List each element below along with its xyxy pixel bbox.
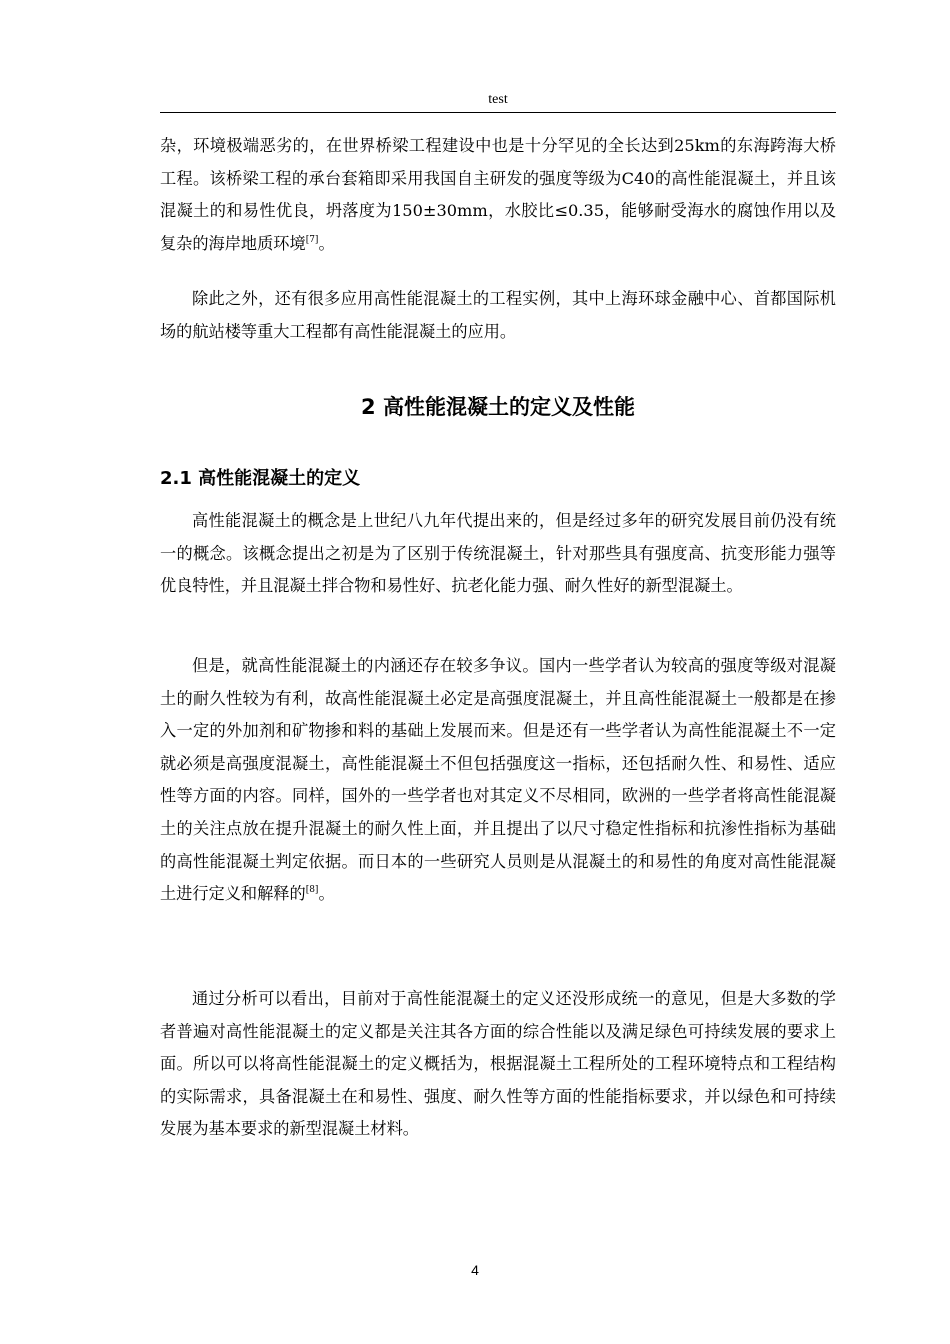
- subsection-heading: 2.1 高性能混凝土的定义: [160, 468, 361, 489]
- paragraph-text: 杂，环境极端恶劣的，在世界桥梁工程建设中也是十分罕见的全长达到25km的东海跨海大桥工程。该桥梁工程的承台套箱即采用我国自主研发的强度等级为C40的高性能混凝土，并且该混凝土的和易性优良，坍落度为150±30mm，水胶比≤0.35，能够耐受海水的腐蚀作用以及复杂的海岸地质环境: [160, 136, 836, 253]
- page-header: test: [160, 88, 836, 113]
- paragraph-concept: 高性能混凝土的概念是上世纪八九年代提出来的，但是经过多年的研究发展目前仍没有统一的概念。该概念提出之初是为了区别于传统混凝土，针对那些具有强度高、抗变形能力强等优良特性，并且混凝土拌合物和易性好、抗老化能力强、耐久性好的新型混凝土。: [160, 511, 836, 596]
- citation-ref: [7]: [305, 234, 319, 245]
- paragraph-definition: 通过分析可以看出，目前对于高性能混凝土的定义还没形成统一的意见，但是大多数的学者普遍对高性能混凝土的定义都是关注其各方面的综合性能以及满足绿色可持续发展的要求上面。所以可以将高性能混凝土的定义概括为，根据混凝土工程所处的工程环境特点和工程结构的实际需求，具备混凝土在和易性、强度、耐久性等方面的性能指标要求，并以绿色和可持续发展为基本要求的新型混凝土材料。: [160, 989, 836, 1139]
- paragraph-end: 。: [318, 884, 335, 904]
- paragraph-east-sea-bridge: [160, 130, 836, 260]
- paragraph-text: 但是，就高性能混凝土的内涵还存在较多争议。国内一些学者认为较高的强度等级对混凝土的耐久性较为有利，故高性能混凝土必定是高强度混凝土，并且高性能混凝土一般都是在掺入一定的外加剂和矿物掺和料的基础上发展而来。但是还有一些学者认为高性能混凝土不一定就必须是高强度混凝土，高性能混凝土不但包括强度这一指标，还包括耐久性、和易性、适应性等方面的内容。同样，国外的一些学者也对其定义不尽相同，欧洲的一些学者将高性能混凝土的关注点放在提升混凝土的耐久性上面，并且提出了以尺寸稳定性指标和抗渗性指标为基础的高性能混凝土判定依据。而日本的一些研究人员则是从混凝土的和易性的角度对高性能混凝土进行定义和解释的: [160, 656, 836, 904]
- page-number: 4: [471, 1262, 479, 1278]
- paragraph-end: 。: [318, 233, 335, 253]
- paragraph-controversy: [160, 650, 836, 911]
- citation-ref: [8]: [305, 885, 319, 896]
- paragraph-other-projects: 除此之外，还有很多应用高性能混凝土的工程实例，其中上海环球金融中心、首都国际机场的航站楼等重大工程都有高性能混凝土的应用。: [160, 289, 836, 341]
- section-heading: 2 高性能混凝土的定义及性能: [361, 395, 635, 419]
